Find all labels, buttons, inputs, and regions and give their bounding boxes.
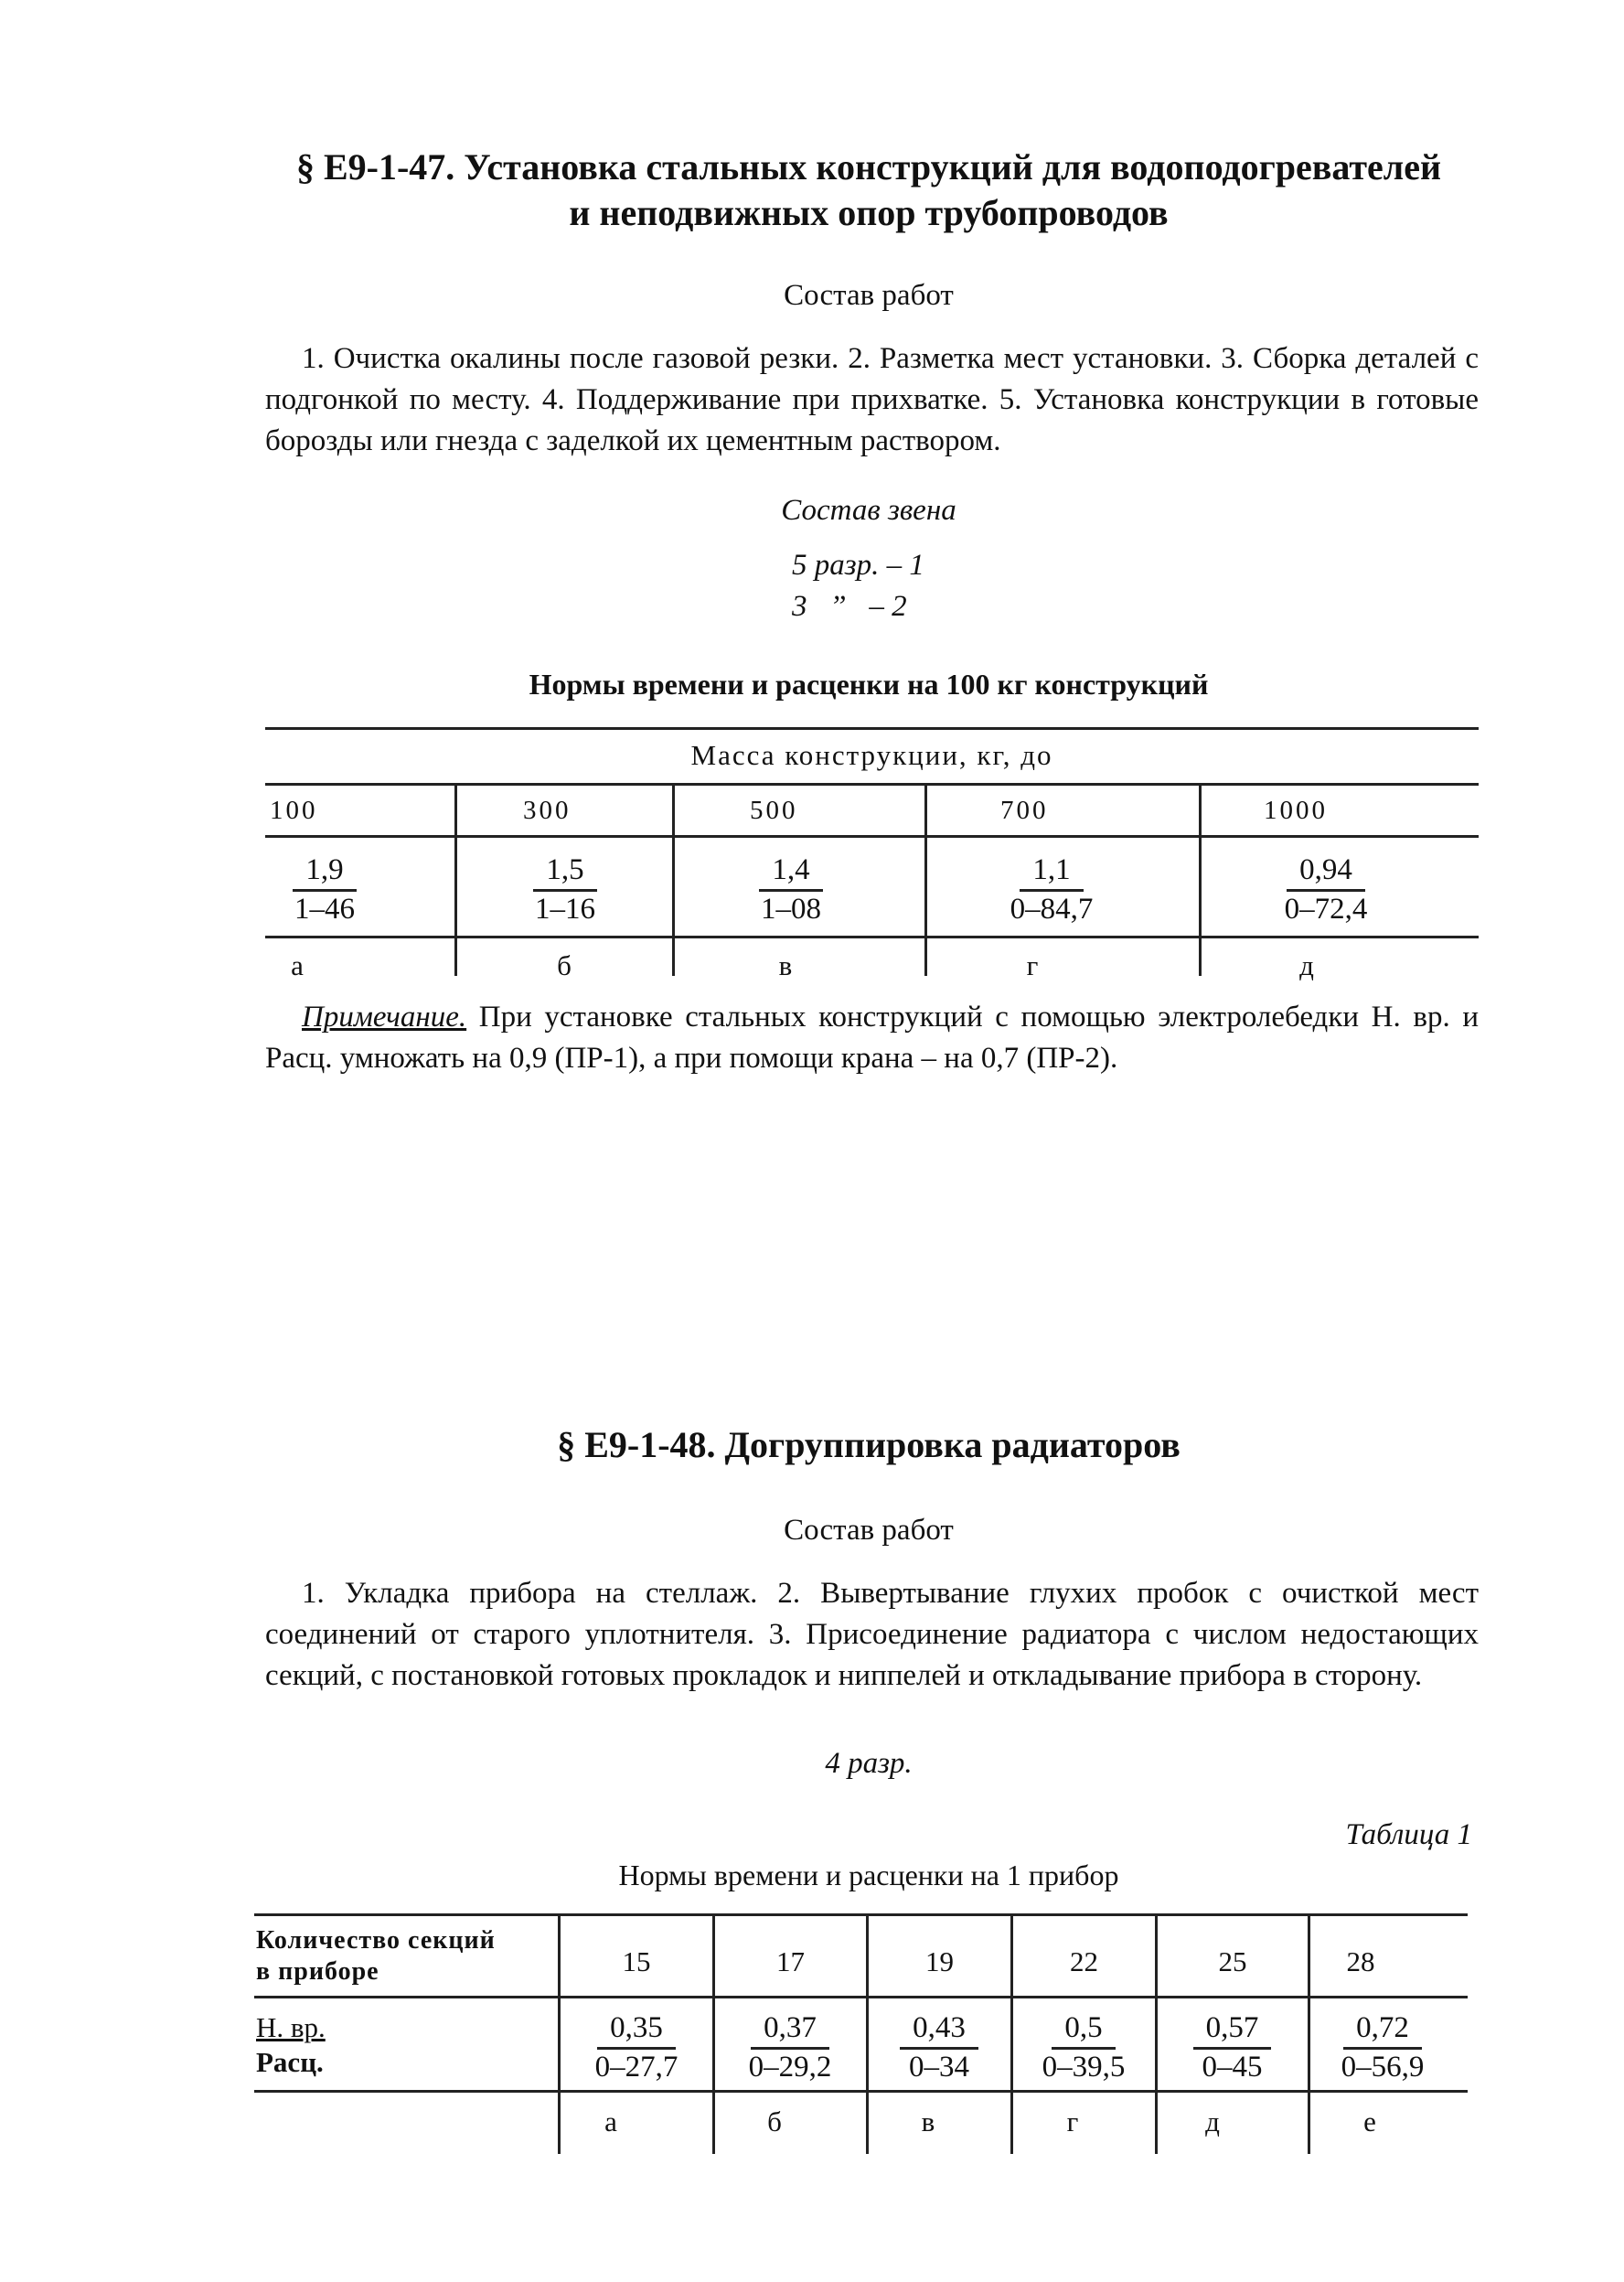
section2-table-label: Таблица 1 — [1345, 1818, 1472, 1851]
table-fraction — [868, 2010, 1010, 2084]
section2-table-title: Нормы времени и расценки на 1 прибор — [618, 1859, 1119, 1891]
table-rule — [265, 783, 1479, 786]
row-header-line1: Количество секций — [256, 1926, 496, 1955]
section1-work-text: 1. Очистка окалины после газовой резки. 2. Разметка мест установки. 3. Сборка деталей с подгонкой по месту. 4. Поддерживание при прихватке. 5. Установка конструкции в готовые борозды или гнезда с заделкой их цементным раствором. — [265, 342, 1479, 457]
note-text: При установке стальных конструкций с помощью электролебедки Н. вр. и Расц. умножать на 0,9 (ПР-1), а при помощи крана – на 0,7 (ПР-2). — [265, 1001, 1479, 1075]
table-column-header: 300 — [523, 796, 572, 825]
rate-value: 0–27,7 — [594, 2051, 678, 2084]
section1-table-title: Нормы времени и расценки на 100 кг конструкций — [529, 668, 1209, 701]
norm-value: 0,35 — [597, 2010, 676, 2050]
table-divider — [672, 784, 675, 976]
table-column-header: 700 — [1000, 796, 1049, 825]
section1-crew-heading: Состав звена — [781, 494, 956, 527]
norm-value: 1,4 — [759, 852, 822, 892]
table-column-header: 28 — [1346, 1945, 1375, 1977]
norm-value: 0,94 — [1287, 852, 1365, 892]
table-column-letter: е — [1363, 2105, 1376, 2137]
table-divider — [1199, 784, 1202, 976]
norm-value: 0,72 — [1343, 2010, 1422, 2050]
table-fraction — [1012, 2010, 1155, 2084]
section2-work-heading: Состав работ — [784, 1514, 954, 1547]
section2-grade: 4 разр. — [825, 1747, 913, 1780]
norm-value: 0,5 — [1052, 2010, 1115, 2050]
note-label: Примечание. — [302, 1001, 467, 1034]
table-column-header: 25 — [1218, 1945, 1247, 1977]
table-rule — [265, 835, 1479, 838]
rate-value: 0–84,7 — [1010, 893, 1094, 926]
rate-value: 1–16 — [535, 893, 595, 926]
table-column-header: 100 — [270, 796, 318, 825]
table-column-header: 500 — [750, 796, 798, 825]
table-fraction — [727, 852, 855, 927]
section2-title: § Е9-1-48. Догруппировка радиаторов — [557, 1424, 1181, 1465]
rate-value: 0–39,5 — [1042, 2051, 1126, 2084]
section1-note — [265, 997, 1479, 1079]
table-fraction — [1157, 2010, 1308, 2084]
section1-crew-line1: 5 разр. – 1 — [792, 549, 924, 582]
norm-value: 0,57 — [1193, 2010, 1272, 2050]
rate-value: 1–46 — [294, 893, 355, 926]
table-fraction — [501, 852, 629, 927]
table-column-letter: д — [1299, 949, 1314, 981]
table-group-header: Масса конструкции, кг, до — [690, 739, 1053, 771]
rate-value: 1–08 — [761, 893, 821, 926]
section1-crew-line2: 3 ” – 2 — [792, 590, 907, 623]
table-fraction — [560, 2010, 713, 2084]
section2-work-text: 1. Укладка прибора на стеллаж. 2. Вывертывание глухих пробок с очисткой мест соединений от старого уплотнителя. 3. Присоединение радиатора с числом недостающих секций, с постановкой готовых прокладок и ниппелей и откладывание прибора в сторону. — [265, 1577, 1479, 1692]
norm-value: 0,37 — [751, 2010, 829, 2050]
norm-value: 0,43 — [900, 2010, 978, 2050]
table-divider — [924, 784, 927, 976]
table-column-letter: г — [1066, 2105, 1079, 2137]
table-column-header: 22 — [1070, 1945, 1098, 1977]
table-rule — [254, 1913, 1468, 1916]
table-fraction — [983, 852, 1120, 927]
norm-label: Н. вр. — [256, 2011, 326, 2043]
table-rule — [254, 1996, 1468, 1998]
table-column-letter: в — [778, 949, 793, 981]
table-column-letter: г — [1026, 949, 1039, 981]
norm-value: 1,9 — [293, 852, 356, 892]
table-column-header: 1000 — [1264, 796, 1328, 825]
table-rule — [254, 2090, 1468, 2093]
row-header — [256, 1925, 496, 1987]
table-fraction — [1257, 852, 1394, 927]
rate-value: 0–45 — [1202, 2051, 1263, 2084]
table-fraction — [261, 852, 389, 927]
table-column-letter: а — [604, 2105, 617, 2137]
row-header-line2: в приборе — [256, 1957, 379, 1986]
norm-value: 1,5 — [533, 852, 596, 892]
norm-value: 1,1 — [1020, 852, 1083, 892]
table-column-header: 15 — [622, 1945, 651, 1977]
rate-label: Расц. — [256, 2046, 324, 2078]
table-fraction — [714, 2010, 866, 2084]
rate-value: 0–34 — [909, 2051, 969, 2084]
section1-title-line2: и неподвижных опор трубопроводов — [569, 192, 1169, 233]
rate-value: 0–56,9 — [1341, 2051, 1425, 2084]
row-labels — [256, 2010, 326, 2080]
table-rule — [265, 727, 1479, 730]
table-divider — [454, 784, 457, 976]
table-column-letter: б — [557, 949, 572, 981]
table-column-letter: в — [921, 2105, 935, 2137]
table-column-header: 19 — [925, 1945, 954, 1977]
rate-value: 0–72,4 — [1284, 893, 1368, 926]
table-column-header: 17 — [776, 1945, 805, 1977]
table-column-letter: д — [1205, 2105, 1220, 2137]
rate-value: 0–29,2 — [748, 2051, 832, 2084]
section1-title-line1: § Е9-1-47. Установка стальных конструкций для водоподогревателей — [295, 146, 1442, 187]
table-fraction — [1309, 2010, 1456, 2084]
table-column-letter: а — [291, 949, 304, 981]
table-column-letter: б — [767, 2105, 782, 2137]
table-rule — [265, 936, 1479, 938]
section1-work-heading: Состав работ — [784, 279, 954, 312]
